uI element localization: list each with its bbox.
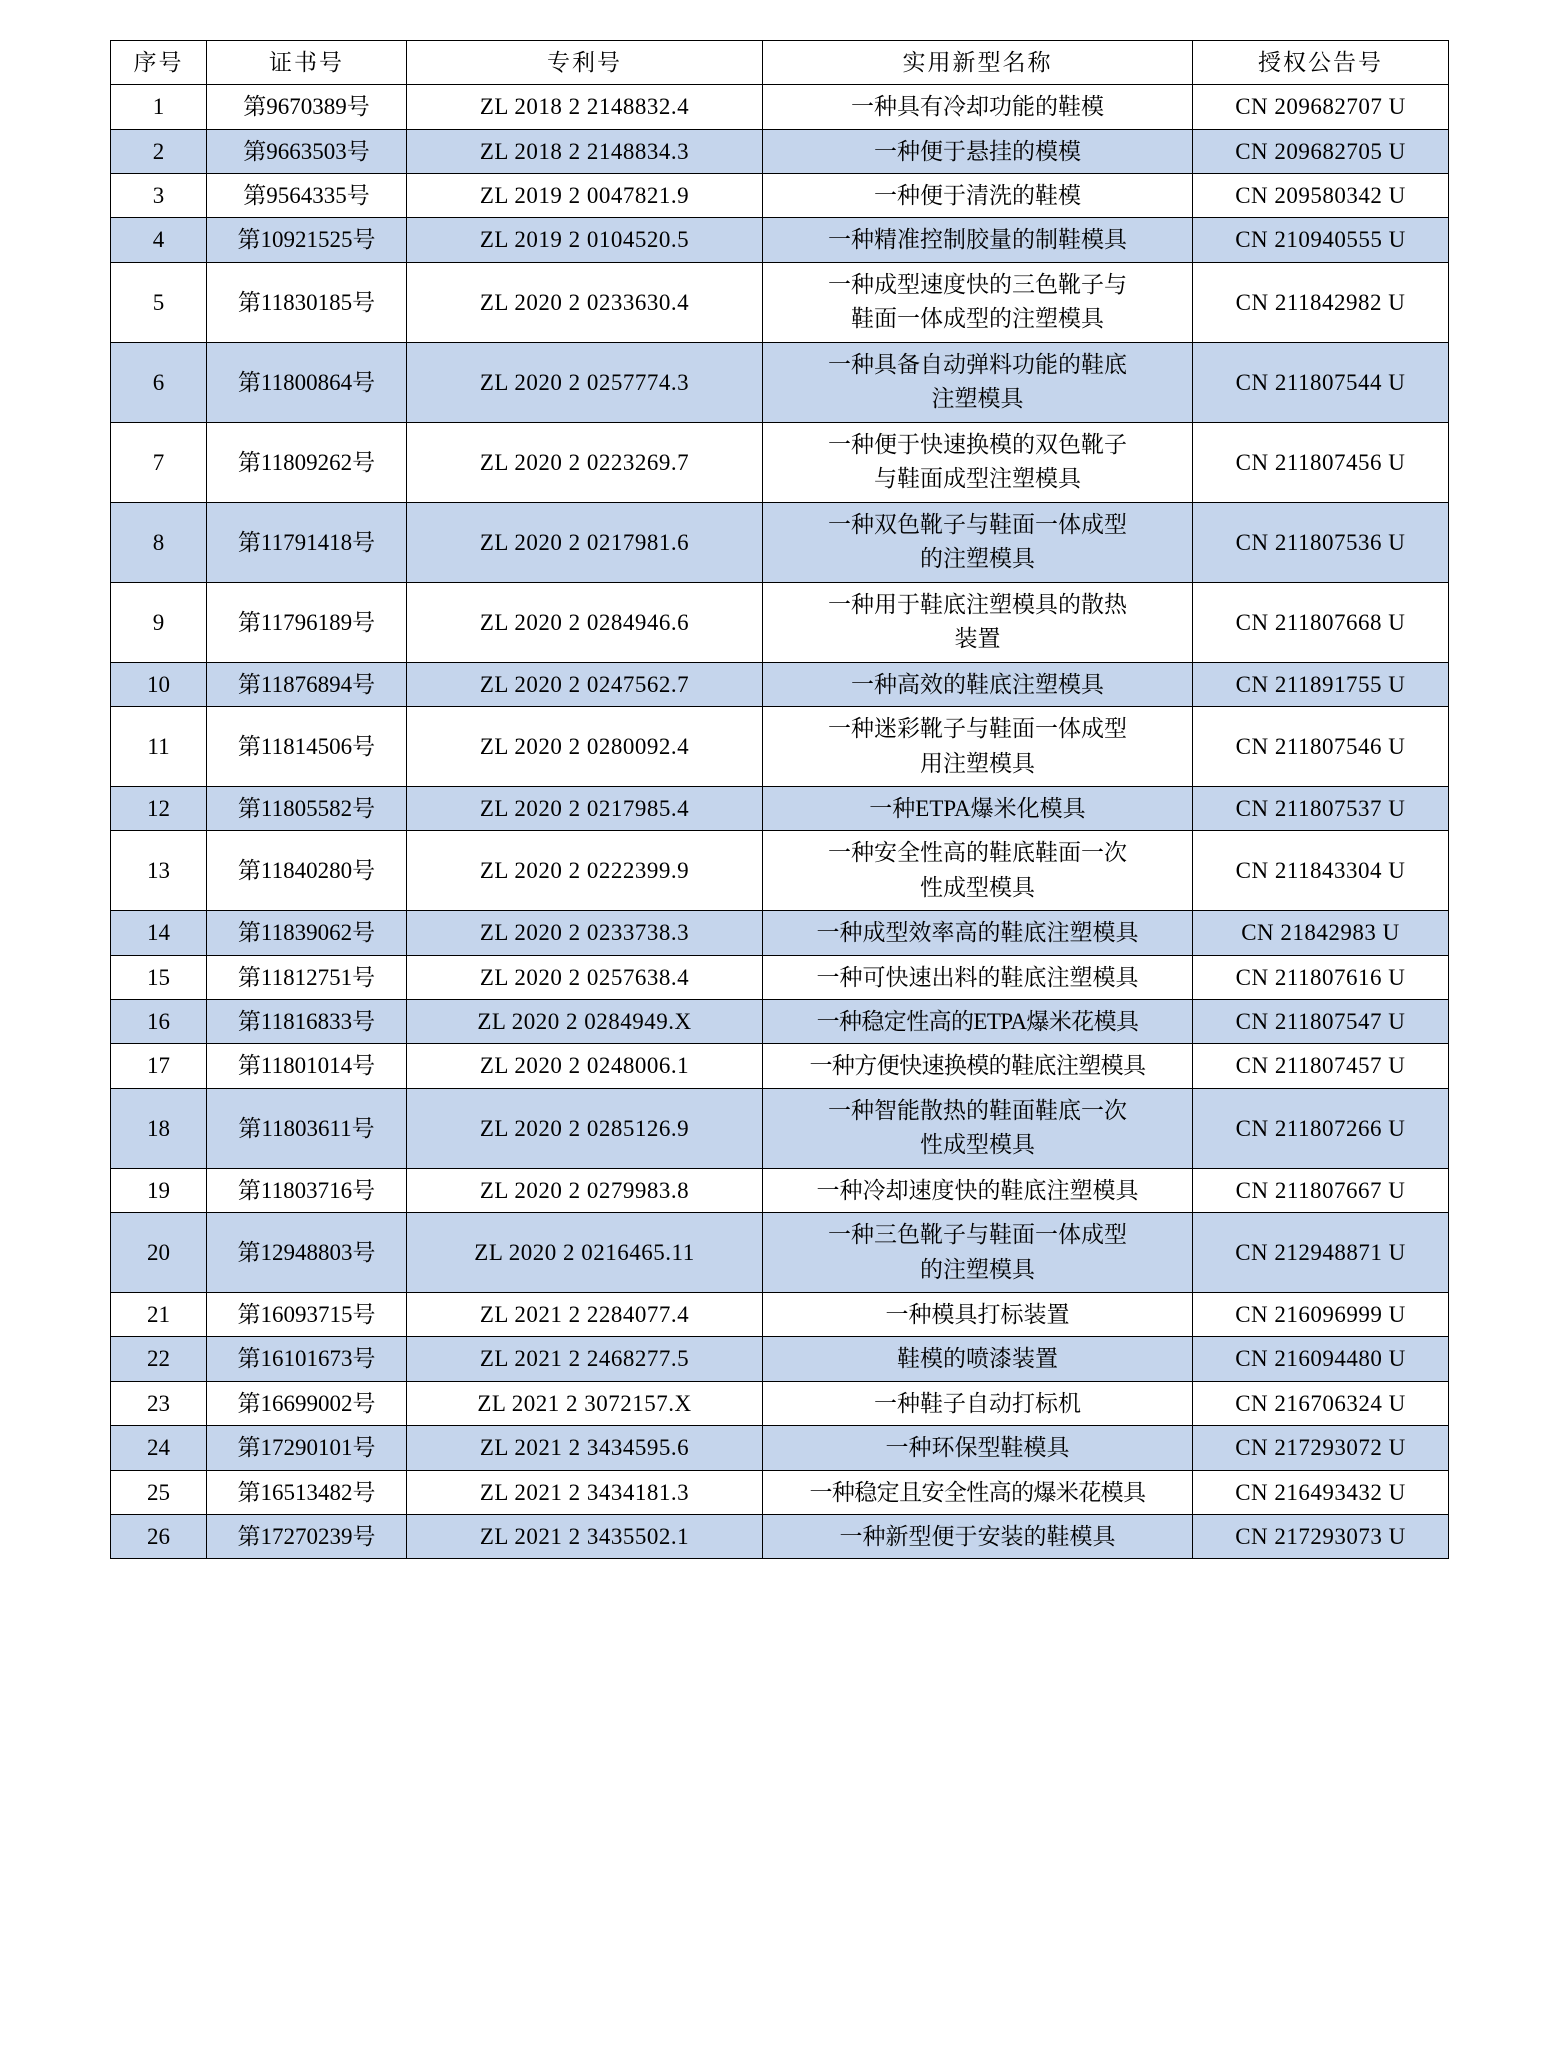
cell-seq: 1 xyxy=(111,85,207,129)
cell-seq: 15 xyxy=(111,955,207,999)
cell-publication-number: CN 211807537 U xyxy=(1193,787,1449,831)
cell-seq: 24 xyxy=(111,1426,207,1470)
table-row xyxy=(111,422,1449,502)
cell-utility-model-name: 一种模具打标装置 xyxy=(763,1293,1193,1337)
table-row xyxy=(111,1088,1449,1168)
cell-utility-model-name: 一种稳定性高的ETPA爆米花模具 xyxy=(763,1000,1193,1044)
cell-cert: 第9670389号 xyxy=(207,85,407,129)
column-header-cert: 证书号 xyxy=(207,41,407,85)
table-row xyxy=(111,85,1449,129)
cell-publication-number: CN 216096999 U xyxy=(1193,1293,1449,1337)
cell-seq: 22 xyxy=(111,1337,207,1381)
cell-publication-number: CN 211842982 U xyxy=(1193,262,1449,342)
cell-seq: 14 xyxy=(111,911,207,955)
cell-patent-number: ZL 2020 2 0280092.4 xyxy=(407,707,763,787)
cell-patent-number: ZL 2018 2 2148832.4 xyxy=(407,85,763,129)
cell-patent-number: ZL 2020 2 0247562.7 xyxy=(407,662,763,706)
cell-patent-number: ZL 2021 2 3435502.1 xyxy=(407,1514,763,1558)
cell-publication-number: CN 216706324 U xyxy=(1193,1381,1449,1425)
cell-seq: 26 xyxy=(111,1514,207,1558)
cell-cert: 第11840280号 xyxy=(207,831,407,911)
table-row xyxy=(111,1293,1449,1337)
cell-publication-number: CN 211807457 U xyxy=(1193,1044,1449,1088)
table-row xyxy=(111,342,1449,422)
cell-patent-number: ZL 2020 2 0284946.6 xyxy=(407,582,763,662)
cell-utility-model-name: 一种环保型鞋模具 xyxy=(763,1426,1193,1470)
cell-publication-number: CN 21842983 U xyxy=(1193,911,1449,955)
cell-utility-model-name: 一种用于鞋底注塑模具的散热 装置 xyxy=(763,582,1193,662)
cell-utility-model-name: 一种迷彩靴子与鞋面一体成型 用注塑模具 xyxy=(763,707,1193,787)
cell-publication-number: CN 217293072 U xyxy=(1193,1426,1449,1470)
cell-publication-number: CN 211807547 U xyxy=(1193,1000,1449,1044)
table-row xyxy=(111,1426,1449,1470)
table-row xyxy=(111,582,1449,662)
column-header-pub: 授权公告号 xyxy=(1193,41,1449,85)
table-row xyxy=(111,1337,1449,1381)
cell-publication-number: CN 211843304 U xyxy=(1193,831,1449,911)
cell-patent-number: ZL 2020 2 0284949.X xyxy=(407,1000,763,1044)
cell-cert: 第17290101号 xyxy=(207,1426,407,1470)
cell-cert: 第11805582号 xyxy=(207,787,407,831)
table-row xyxy=(111,707,1449,787)
cell-utility-model-name: 鞋模的喷漆装置 xyxy=(763,1337,1193,1381)
cell-cert: 第11801014号 xyxy=(207,1044,407,1088)
table-row xyxy=(111,174,1449,218)
cell-patent-number: ZL 2019 2 0047821.9 xyxy=(407,174,763,218)
cell-publication-number: CN 209682705 U xyxy=(1193,129,1449,173)
table-row xyxy=(111,787,1449,831)
cell-seq: 11 xyxy=(111,707,207,787)
cell-publication-number: CN 211891755 U xyxy=(1193,662,1449,706)
cell-publication-number: CN 217293073 U xyxy=(1193,1514,1449,1558)
cell-patent-number: ZL 2020 2 0223269.7 xyxy=(407,422,763,502)
cell-cert: 第11812751号 xyxy=(207,955,407,999)
table-row xyxy=(111,831,1449,911)
table-row xyxy=(111,1514,1449,1558)
cell-seq: 16 xyxy=(111,1000,207,1044)
table-row xyxy=(111,1044,1449,1088)
column-header-seq: 序号 xyxy=(111,41,207,85)
cell-patent-number: ZL 2020 2 0217985.4 xyxy=(407,787,763,831)
cell-seq: 8 xyxy=(111,502,207,582)
cell-cert: 第11800864号 xyxy=(207,342,407,422)
cell-cert: 第17270239号 xyxy=(207,1514,407,1558)
table-row xyxy=(111,1470,1449,1514)
cell-publication-number: CN 211807616 U xyxy=(1193,955,1449,999)
cell-seq: 9 xyxy=(111,582,207,662)
column-header-name: 实用新型名称 xyxy=(763,41,1193,85)
cell-seq: 21 xyxy=(111,1293,207,1337)
cell-patent-number: ZL 2021 2 3434595.6 xyxy=(407,1426,763,1470)
cell-utility-model-name: 一种稳定且安全性高的爆米花模具 xyxy=(763,1470,1193,1514)
cell-seq: 18 xyxy=(111,1088,207,1168)
cell-utility-model-name: 一种鞋子自动打标机 xyxy=(763,1381,1193,1425)
cell-publication-number: CN 211807667 U xyxy=(1193,1168,1449,1212)
cell-utility-model-name: 一种三色靴子与鞋面一体成型 的注塑模具 xyxy=(763,1213,1193,1293)
cell-patent-number: ZL 2021 2 3434181.3 xyxy=(407,1470,763,1514)
table-row xyxy=(111,502,1449,582)
cell-seq: 25 xyxy=(111,1470,207,1514)
cell-seq: 6 xyxy=(111,342,207,422)
cell-publication-number: CN 216493432 U xyxy=(1193,1470,1449,1514)
cell-cert: 第11839062号 xyxy=(207,911,407,955)
cell-publication-number: CN 211807456 U xyxy=(1193,422,1449,502)
cell-patent-number: ZL 2020 2 0248006.1 xyxy=(407,1044,763,1088)
cell-cert: 第11791418号 xyxy=(207,502,407,582)
cell-utility-model-name: 一种便于悬挂的模模 xyxy=(763,129,1193,173)
table-row xyxy=(111,1213,1449,1293)
cell-cert: 第12948803号 xyxy=(207,1213,407,1293)
cell-utility-model-name: 一种ETPA爆米化模具 xyxy=(763,787,1193,831)
table-row xyxy=(111,1381,1449,1425)
cell-publication-number: CN 211807266 U xyxy=(1193,1088,1449,1168)
cell-seq: 4 xyxy=(111,218,207,262)
cell-seq: 10 xyxy=(111,662,207,706)
table-body xyxy=(111,85,1449,1559)
cell-publication-number: CN 212948871 U xyxy=(1193,1213,1449,1293)
cell-cert: 第11814506号 xyxy=(207,707,407,787)
cell-cert: 第11803716号 xyxy=(207,1168,407,1212)
cell-cert: 第11803611号 xyxy=(207,1088,407,1168)
cell-cert: 第10921525号 xyxy=(207,218,407,262)
cell-utility-model-name: 一种方便快速换模的鞋底注塑模具 xyxy=(763,1044,1193,1088)
cell-patent-number: ZL 2020 2 0233630.4 xyxy=(407,262,763,342)
cell-publication-number: CN 210940555 U xyxy=(1193,218,1449,262)
table-row xyxy=(111,911,1449,955)
cell-utility-model-name: 一种成型效率高的鞋底注塑模具 xyxy=(763,911,1193,955)
cell-patent-number: ZL 2018 2 2148834.3 xyxy=(407,129,763,173)
table-header xyxy=(111,41,1449,85)
cell-cert: 第16101673号 xyxy=(207,1337,407,1381)
cell-patent-number: ZL 2020 2 0222399.9 xyxy=(407,831,763,911)
table-row xyxy=(111,662,1449,706)
cell-cert: 第11809262号 xyxy=(207,422,407,502)
cell-patent-number: ZL 2021 2 2284077.4 xyxy=(407,1293,763,1337)
cell-seq: 19 xyxy=(111,1168,207,1212)
cell-seq: 13 xyxy=(111,831,207,911)
cell-publication-number: CN 209682707 U xyxy=(1193,85,1449,129)
cell-utility-model-name: 一种具备自动弹料功能的鞋底 注塑模具 xyxy=(763,342,1193,422)
patent-table xyxy=(110,40,1449,1559)
cell-utility-model-name: 一种高效的鞋底注塑模具 xyxy=(763,662,1193,706)
cell-seq: 2 xyxy=(111,129,207,173)
cell-patent-number: ZL 2021 2 3072157.X xyxy=(407,1381,763,1425)
cell-patent-number: ZL 2020 2 0216465.11 xyxy=(407,1213,763,1293)
cell-patent-number: ZL 2020 2 0285126.9 xyxy=(407,1088,763,1168)
cell-utility-model-name: 一种成型速度快的三色靴子与 鞋面一体成型的注塑模具 xyxy=(763,262,1193,342)
cell-seq: 20 xyxy=(111,1213,207,1293)
cell-seq: 23 xyxy=(111,1381,207,1425)
cell-seq: 7 xyxy=(111,422,207,502)
cell-cert: 第9663503号 xyxy=(207,129,407,173)
cell-utility-model-name: 一种便于快速换模的双色靴子 与鞋面成型注塑模具 xyxy=(763,422,1193,502)
cell-utility-model-name: 一种智能散热的鞋面鞋底一次 性成型模具 xyxy=(763,1088,1193,1168)
table-row xyxy=(111,218,1449,262)
cell-cert: 第16699002号 xyxy=(207,1381,407,1425)
table-row xyxy=(111,1168,1449,1212)
cell-patent-number: ZL 2021 2 2468277.5 xyxy=(407,1337,763,1381)
cell-utility-model-name: 一种安全性高的鞋底鞋面一次 性成型模具 xyxy=(763,831,1193,911)
cell-cert: 第16513482号 xyxy=(207,1470,407,1514)
cell-publication-number: CN 211807536 U xyxy=(1193,502,1449,582)
cell-utility-model-name: 一种可快速出料的鞋底注塑模具 xyxy=(763,955,1193,999)
cell-publication-number: CN 211807546 U xyxy=(1193,707,1449,787)
cell-patent-number: ZL 2020 2 0233738.3 xyxy=(407,911,763,955)
cell-patent-number: ZL 2019 2 0104520.5 xyxy=(407,218,763,262)
cell-seq: 12 xyxy=(111,787,207,831)
table-row xyxy=(111,129,1449,173)
cell-cert: 第11816833号 xyxy=(207,1000,407,1044)
cell-utility-model-name: 一种便于清洗的鞋模 xyxy=(763,174,1193,218)
cell-publication-number: CN 216094480 U xyxy=(1193,1337,1449,1381)
cell-utility-model-name: 一种具有冷却功能的鞋模 xyxy=(763,85,1193,129)
cell-cert: 第16093715号 xyxy=(207,1293,407,1337)
cell-cert: 第11830185号 xyxy=(207,262,407,342)
cell-seq: 3 xyxy=(111,174,207,218)
cell-publication-number: CN 211807544 U xyxy=(1193,342,1449,422)
cell-patent-number: ZL 2020 2 0217981.6 xyxy=(407,502,763,582)
cell-patent-number: ZL 2020 2 0257774.3 xyxy=(407,342,763,422)
cell-utility-model-name: 一种新型便于安装的鞋模具 xyxy=(763,1514,1193,1558)
table-row xyxy=(111,1000,1449,1044)
cell-utility-model-name: 一种双色靴子与鞋面一体成型 的注塑模具 xyxy=(763,502,1193,582)
cell-cert: 第11796189号 xyxy=(207,582,407,662)
table-row xyxy=(111,262,1449,342)
cell-cert: 第9564335号 xyxy=(207,174,407,218)
cell-utility-model-name: 一种精准控制胶量的制鞋模具 xyxy=(763,218,1193,262)
table-row xyxy=(111,955,1449,999)
cell-seq: 17 xyxy=(111,1044,207,1088)
column-header-patno: 专利号 xyxy=(407,41,763,85)
cell-publication-number: CN 209580342 U xyxy=(1193,174,1449,218)
cell-utility-model-name: 一种冷却速度快的鞋底注塑模具 xyxy=(763,1168,1193,1212)
table-header-row xyxy=(111,41,1449,85)
cell-seq: 5 xyxy=(111,262,207,342)
cell-patent-number: ZL 2020 2 0279983.8 xyxy=(407,1168,763,1212)
cell-cert: 第11876894号 xyxy=(207,662,407,706)
cell-patent-number: ZL 2020 2 0257638.4 xyxy=(407,955,763,999)
cell-publication-number: CN 211807668 U xyxy=(1193,582,1449,662)
